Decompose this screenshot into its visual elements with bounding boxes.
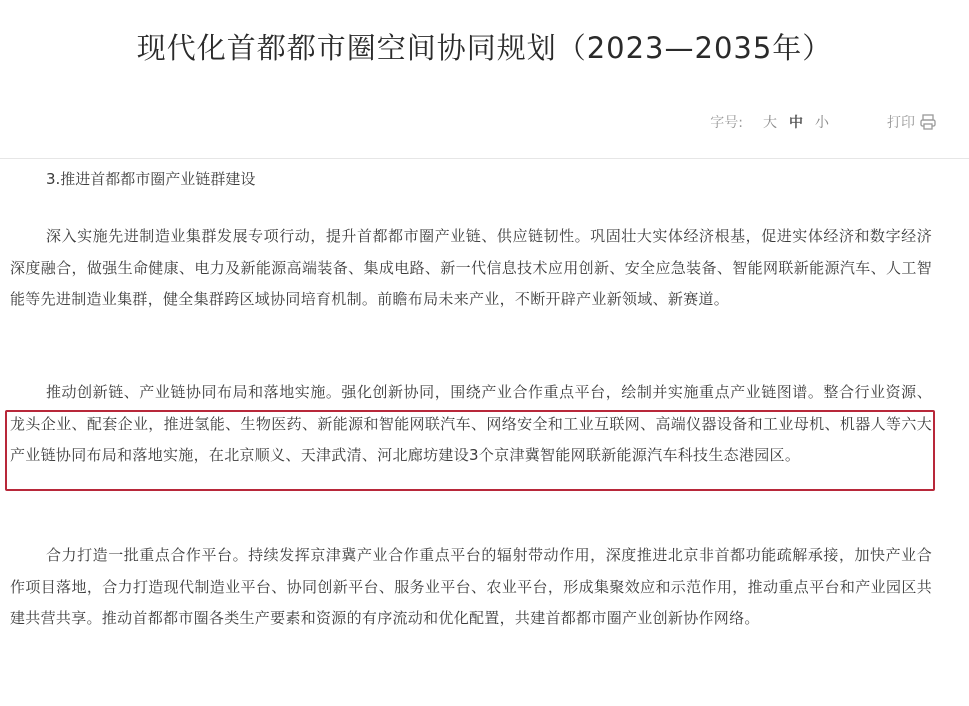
page-header: [0, 0, 969, 159]
article-toolbar: [710, 112, 937, 132]
page-title: 现代化首都都市圈空间协同规划（2023—2035年）: [136, 31, 833, 65]
paragraph: 合力打造一批重点合作平台。持续发挥京津冀产业合作重点平台的辐射带动作用，深度推进北京非首都功能疏解承接，加快产业合作项目落地，合力打造现代制造业平台、协同创新平台、服务业平台、农业平台，形成集聚效应和示范作用，推动重点平台和产业园区共建共营共享。推动首都都市圈各类生产要素和资源的有序流动和优化配置，共建首都都市圈产业创新协作网络。: [10, 546, 932, 627]
font-size-label: 字号:: [710, 115, 743, 131]
print-button[interactable]: [887, 112, 937, 132]
font-size-large-button[interactable]: 大: [763, 115, 777, 131]
section-heading: 3.推进首都都市圈产业链群建设: [46, 170, 256, 188]
paragraph: 推动创新链、产业链协同布局和落地实施。强化创新协同，围绕产业合作重点平台，绘制并实施重点产业链图谱。整合行业资源、龙头企业、配套企业，推进氢能、生物医药、新能源和智能网联汽车、网络安全和工业互联网、高端仪器设备和工业母机、机器人等六大产业链协同布局和落地实施，在北京顺义、天津武清、河北廊坊建设3个京津冀智能网联新能源汽车科技生态港园区。: [10, 383, 932, 464]
paragraph: 深入实施先进制造业集群发展专项行动，提升首都都市圈产业链、供应链韧性。巩固壮大实体经济根基，促进实体经济和数字经济深度融合，做强生命健康、电力及新能源高端装备、集成电路、新一代信息技术应用创新、安全应急装备、智能网联新能源汽车、人工智能等先进制造业集群，健全集群跨区域协同培育机制。前瞻布局未来产业，不断开辟产业新领域、新赛道。: [10, 227, 932, 308]
font-size-medium-button[interactable]: 中: [789, 115, 803, 131]
font-size-small-button[interactable]: 小: [815, 115, 829, 131]
print-label: 打印: [887, 115, 915, 131]
printer-icon: [919, 113, 937, 131]
